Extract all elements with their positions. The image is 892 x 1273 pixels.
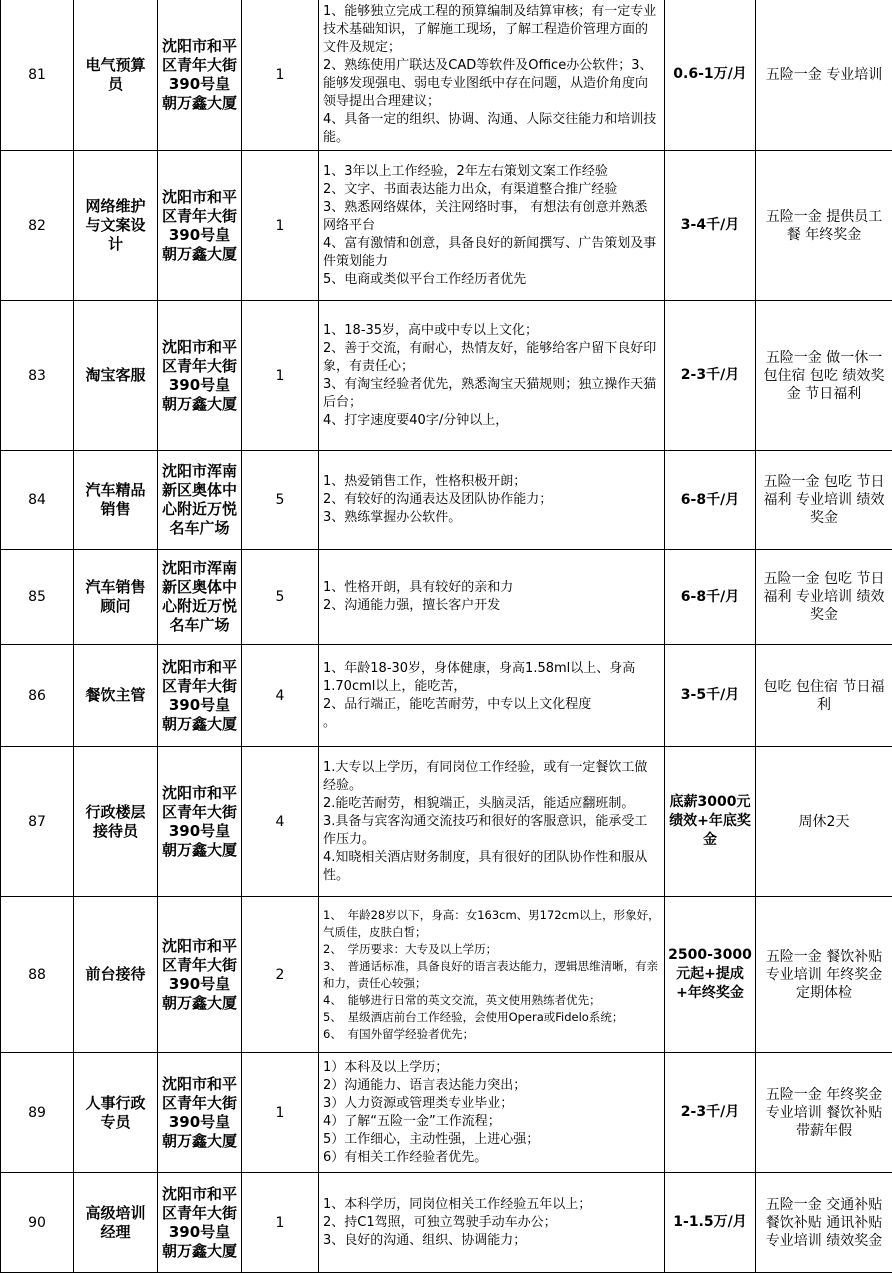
work-address: 沈阳市和平区青年大街390号皇朝万鑫大厦 [158,0,242,151]
job-title: 行政楼层接待员 [74,747,158,897]
requirement-line: 1）本科及以上学历； [323,1059,660,1077]
salary: 1-1.5万/月 [665,1173,756,1273]
row-index: 89 [1,1053,74,1173]
requirement-line: 1、能够独立完成工程的预算编制及结算审核；有一定专业技术基础知识，了解施工现场，了解工程造价管理方面的文件及规定； [323,3,660,57]
row-index: 81 [1,0,74,151]
requirement-line: 4）了解“五险一金”工作流程； [323,1113,660,1131]
benefits: 五险一金 做一休一 包住宿 包吃 绩效奖金 节日福利 [756,301,892,451]
requirement-line: 3、 普通话标准，具备良好的语言表达能力，逻辑思维清晰，有亲和力，责任心较强； [323,958,660,992]
requirement-line: 4、具备一定的组织、协调、沟通、人际交往能力和培训技能。 [323,111,660,147]
hiring-count: 1 [242,151,319,301]
requirement-line: 2、品行端正，能吃苦耐劳，中专以上文化程度 [323,696,660,714]
work-address: 沈阳市和平区青年大街390号皇朝万鑫大厦 [158,151,242,301]
hiring-count: 5 [242,451,319,550]
benefits: 五险一金 年终奖金 专业培训 餐饮补贴 带薪年假 [756,1053,892,1173]
hiring-count: 1 [242,1173,319,1273]
benefits: 五险一金 包吃 节日福利 专业培训 绩效奖金 [756,550,892,645]
requirement-line: 1、18-35岁，高中或中专以上文化； [323,322,660,340]
job-title: 人事行政专员 [74,1053,158,1173]
requirement-line: 1、热爱销售工作，性格积极开朗； [323,473,660,491]
benefits: 五险一金 交通补贴 餐饮补贴 通讯补贴 专业培训 绩效奖金 [756,1173,892,1273]
row-index: 88 [1,897,74,1053]
hiring-count: 4 [242,645,319,747]
salary: 3-4千/月 [665,151,756,301]
job-title: 汽车精品销售 [74,451,158,550]
requirement-line: 4、 能够进行日常的英文交流，英文使用熟练者优先； [323,992,660,1009]
work-address: 沈阳市和平区青年大街390号皇朝万鑫大厦 [158,1173,242,1273]
salary: 3-5千/月 [665,645,756,747]
salary: 6-8千/月 [665,451,756,550]
job-requirements [319,301,665,451]
job-requirements [319,1053,665,1173]
row-index: 84 [1,451,74,550]
job-requirements [319,645,665,747]
requirement-line: 3.具备与宾客沟通交流技巧和很好的客服意识，能承受工作压力。 [323,813,660,849]
row-index: 87 [1,747,74,897]
table-row [1,550,892,645]
row-index: 85 [1,550,74,645]
row-index: 90 [1,1173,74,1273]
work-address: 沈阳市浑南新区奥体中心附近万悦名车广场 [158,451,242,550]
job-requirements [319,747,665,897]
table-row [1,301,892,451]
salary: 2-3千/月 [665,301,756,451]
job-title: 高级培训经理 [74,1173,158,1273]
requirement-line: 3、有淘宝经验者优先，熟悉淘宝天猫规则；独立操作天猫后台； [323,376,660,412]
benefits: 包吃 包住宿 节日福利 [756,645,892,747]
requirement-line: 2、沟通能力强，擅长客户开发 [323,597,660,615]
work-address: 沈阳市和平区青年大街390号皇朝万鑫大厦 [158,897,242,1053]
job-requirements [319,451,665,550]
requirement-line: 2、持C1驾照，可独立驾驶手动车办公； [323,1214,660,1232]
benefits: 五险一金 专业培训 [756,0,892,151]
work-address: 沈阳市浑南新区奥体中心附近万悦名车广场 [158,550,242,645]
requirement-line: 2.能吃苦耐劳，相貌端正，头脑灵活，能适应翻班制。 [323,795,660,813]
hiring-count: 4 [242,747,319,897]
salary: 底薪3000元绩效+年底奖金 [665,747,756,897]
job-requirements [319,550,665,645]
row-index: 86 [1,645,74,747]
job-title: 电气预算员 [74,0,158,151]
work-address: 沈阳市和平区青年大街390号皇朝万鑫大厦 [158,301,242,451]
requirement-line: 6、 有国外留学经验者优先； [323,1026,660,1043]
table-row [1,1053,892,1173]
benefits: 五险一金 包吃 节日福利 专业培训 绩效奖金 [756,451,892,550]
job-requirements [319,1173,665,1273]
requirement-line: 1、 年龄28岁以下，身高：女163cm、男172cm以上，形象好，气质佳，皮肤白皙； [323,907,660,941]
requirement-line: 1.大专以上学历，有同岗位工作经验，或有一定餐饮工做经验。 [323,759,660,795]
hiring-count: 5 [242,550,319,645]
hiring-count: 1 [242,301,319,451]
requirement-line: 5、电商或类似平台工作经历者优先 [323,271,660,289]
job-requirements [319,0,665,151]
hiring-count: 2 [242,897,319,1053]
row-index: 82 [1,151,74,301]
work-address: 沈阳市和平区青年大街390号皇朝万鑫大厦 [158,645,242,747]
requirement-line: 5）工作细心，主动性强，上进心强； [323,1131,660,1149]
table-row [1,151,892,301]
table-row [1,897,892,1053]
requirement-line: 5、 星级酒店前台工作经验，会使用Opera或Fidelo系统； [323,1009,660,1026]
salary: 0.6-1万/月 [665,0,756,151]
requirement-line: 3）人力资源或管理类专业毕业； [323,1095,660,1113]
requirement-line: 2、善于交流，有耐心，热情友好，能够给客户留下良好印象，有责任心； [323,340,660,376]
table-row [1,0,892,151]
requirement-line: 6）有相关工作经验者优先。 [323,1149,660,1167]
requirement-line: 1、3年以上工作经验，2年左右策划文案工作经验 [323,163,660,181]
requirement-line: 。 [323,714,660,732]
job-title: 汽车销售顾问 [74,550,158,645]
job-requirements [319,897,665,1053]
requirement-line: 2）沟通能力、语言表达能力突出； [323,1077,660,1095]
table-row [1,747,892,897]
benefits: 五险一金 餐饮补贴 专业培训 年终奖金 定期体检 [756,897,892,1053]
requirement-line: 1、本科学历，同岗位相关工作经验五年以上； [323,1196,660,1214]
requirement-line: 4、打字速度要40字/分钟以上， [323,412,660,430]
table-row [1,451,892,550]
table-row [1,1173,892,1273]
requirement-line: 1、年龄18-30岁，身体健康，身高1.58ml以上、身高1.70cml以上，能吃苦， [323,660,660,696]
requirement-line: 3、熟悉网络媒体，关注网络时事， 有想法有创意并熟悉网络平台 [323,199,660,235]
requirement-line: 4.知晓相关酒店财务制度，具有很好的团队协作性和服从性。 [323,849,660,885]
hiring-count: 1 [242,1053,319,1173]
requirement-line: 3、良好的沟通、组织、协调能力； [323,1232,660,1250]
job-title: 餐饮主管 [74,645,158,747]
requirement-line: 1、性格开朗，具有较好的亲和力 [323,579,660,597]
job-title: 网络维护与文案设计 [74,151,158,301]
requirement-line: 4、富有激情和创意，具备良好的新闻撰写、广告策划及事件策划能力 [323,235,660,271]
requirement-line: 2、文字、书面表达能力出众，有渠道整合推广经验 [323,181,660,199]
job-title: 淘宝客服 [74,301,158,451]
row-index: 83 [1,301,74,451]
salary: 2-3千/月 [665,1053,756,1173]
work-address: 沈阳市和平区青年大街390号皇朝万鑫大厦 [158,747,242,897]
requirement-line: 3、熟练掌握办公软件。 [323,509,660,527]
benefits: 周休2天 [756,747,892,897]
job-title: 前台接待 [74,897,158,1053]
requirement-line: 2、有较好的沟通表达及团队协作能力； [323,491,660,509]
job-requirements [319,151,665,301]
salary: 6-8千/月 [665,550,756,645]
requirement-line: 2、 学历要求：大专及以上学历； [323,941,660,958]
table-row [1,645,892,747]
requirement-line: 2、熟练使用广联达及CAD等软件及Office办公软件；3、能够发现强电、弱电专业图纸中存在问题，从造价角度向领导提出合理建议； [323,57,660,111]
benefits: 五险一金 提供员工餐 年终奖金 [756,151,892,301]
hiring-count: 1 [242,0,319,151]
work-address: 沈阳市和平区青年大街390号皇朝万鑫大厦 [158,1053,242,1173]
salary: 2500-3000元起+提成+年终奖金 [665,897,756,1053]
